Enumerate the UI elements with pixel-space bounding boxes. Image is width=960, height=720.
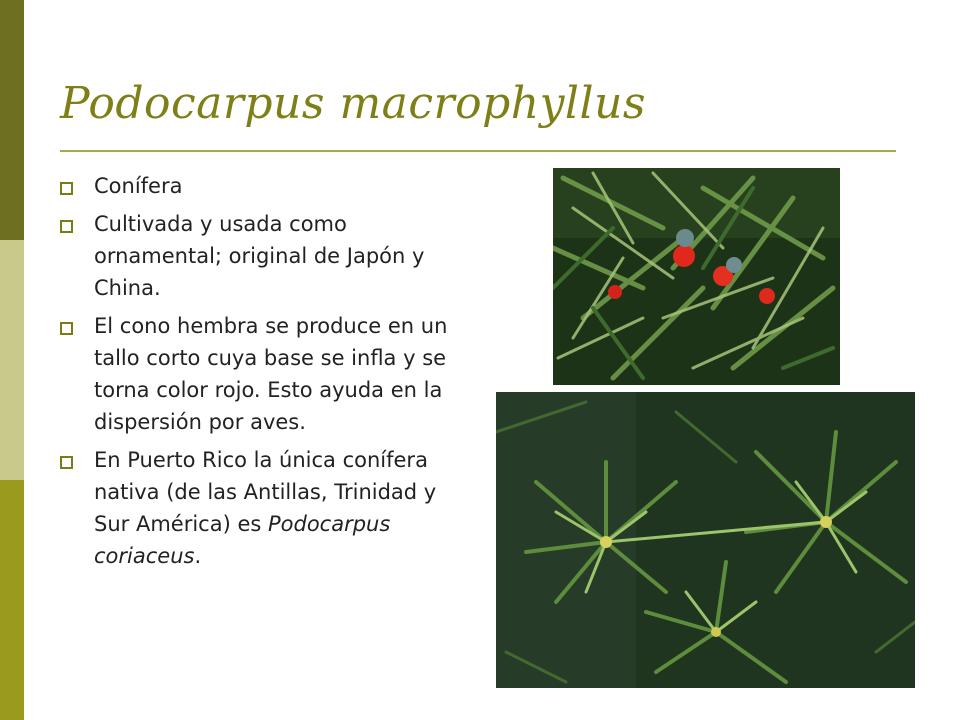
cones-photo [553,168,840,385]
bullet-text: En Puerto Rico la única conífera nativa (de las Antillas, Trinidad y Sur América) es [94,448,437,536]
bullet-text: Cultivada y usada como ornamental; original de Japón y China. [94,212,425,300]
bullet-item [60,170,460,202]
bullet-text: El cono hembra se produce en un tallo corto cuya base se infla y se torna color rojo. Esto ayuda en la dispersión por aves. [94,314,448,434]
bullet-list [60,170,460,578]
bullet-text: Conífera [94,174,183,198]
side-bar-bottom [0,480,24,720]
foliage-photo [496,392,915,688]
slide-title: Podocarpus macrophyllus [60,78,646,129]
side-bar-middle [0,240,24,480]
bullet-item [60,444,460,572]
side-bar-top [0,0,24,240]
square-bullet-icon [60,220,73,233]
bullet-text-end: . [194,544,202,568]
square-bullet-icon [60,322,73,335]
square-bullet-icon [60,182,73,195]
title-underline [60,150,896,152]
square-bullet-icon [60,456,73,469]
bullet-item [60,310,460,438]
bullet-item [60,208,460,304]
species-name: Podocarpus coriaceus [94,512,391,568]
